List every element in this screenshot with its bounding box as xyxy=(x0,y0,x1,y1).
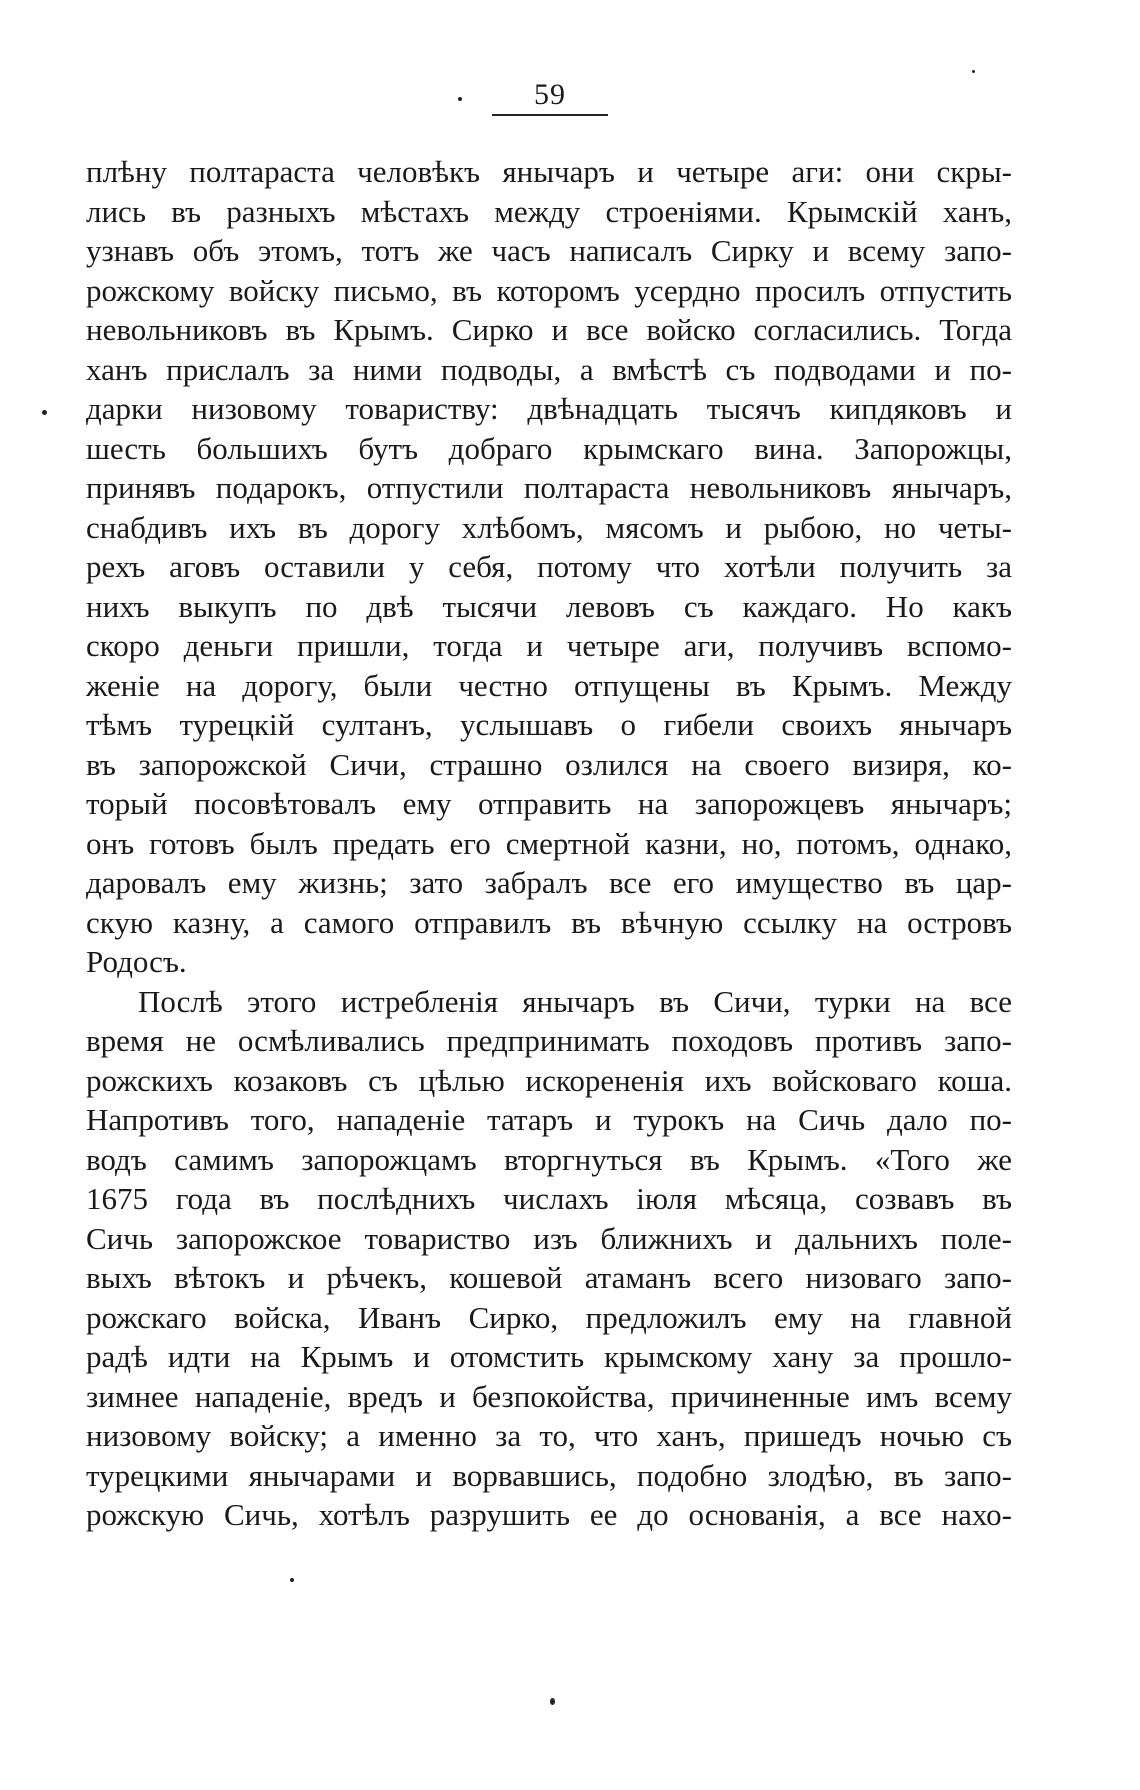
page-number-rule xyxy=(492,114,608,116)
text-line: время не осмѣливались предпринимать походовъ противъ запо- xyxy=(86,1023,1012,1058)
text-line: скоро деньги пришли, тогда и четыре аги, получивъ вспомо- xyxy=(86,628,1012,663)
text-line: 1675 года въ послѣднихъ числахъ іюля мѣсяца, созвавъ въ xyxy=(86,1181,1012,1216)
text-line: скую казну, а самого отправилъ въ вѣчную ссылку на островъ xyxy=(86,904,1012,940)
text-line: Сичь запорожское товариство изъ ближнихъ и дальнихъ поле- xyxy=(86,1220,1012,1256)
text-line: даровалъ ему жизнь; зато забралъ все его имущество въ цар- xyxy=(86,865,1012,900)
scan-speck xyxy=(290,1578,294,1582)
text-line: водъ самимъ запорожцамъ вторгнуться въ Крымъ. «Того же xyxy=(86,1141,1012,1177)
text-line: рехъ аговъ оставили у себя, потому что хотѣли получить за xyxy=(86,549,1012,584)
scan-speck xyxy=(42,410,47,415)
text-line: радѣ идти на Крымъ и отомстить крымскому хану за прошло- xyxy=(86,1339,1012,1374)
text-line: турецкими янычарами и ворвавшись, подобно злодѣю, въ запо- xyxy=(86,1457,1012,1493)
text-line: невольниковъ въ Крымъ. Сирко и все войско согласились. Тогда xyxy=(86,312,1012,347)
text-line: рожскую Сичь, хотѣлъ разрушить ее до основанія, а все нахо- xyxy=(86,1497,1012,1532)
text-line: низовому войску; а именно за то, что ханъ, пришедъ ночью съ xyxy=(86,1418,1012,1453)
scan-speck xyxy=(550,1698,555,1705)
text-line: ханъ прислалъ за ними подводы, а вмѣстѣ съ подводами и по- xyxy=(86,351,1012,387)
text-line: лись въ разныхъ мѣстахъ между строеніями. Крымскій ханъ, xyxy=(86,193,1012,229)
text-line: женіе на дорогу, были честно отпущены въ Крымъ. Между xyxy=(86,667,1012,703)
text-line: онъ готовъ былъ предать его смертной казни, но, потомъ, однако, xyxy=(86,825,1012,861)
text-line: тѣмъ турецкій султанъ, услышавъ о гибели своихъ янычаръ xyxy=(86,707,1012,742)
scan-speck xyxy=(458,97,462,101)
page-number: 59 xyxy=(534,78,566,111)
scan-speck xyxy=(972,70,975,73)
text-line: рожскаго войска, Иванъ Сирко, предложилъ ему на главной xyxy=(86,1299,1012,1335)
text-body xyxy=(86,152,1012,1535)
text-line: рожскому войску письмо, въ которомъ усердно просилъ отпустить xyxy=(86,272,1012,308)
text-line: нихъ выкупъ по двѣ тысячи левовъ съ каждаго. Но какъ xyxy=(86,588,1012,624)
paragraph xyxy=(86,152,1012,982)
paragraph xyxy=(86,982,1012,1535)
text-line: рожскихъ козаковъ съ цѣлью искорененія ихъ войсковаго коша. xyxy=(86,1062,1012,1098)
text-line: зимнее нападеніе, вредъ и безпокойства, причиненные имъ всему xyxy=(86,1378,1012,1414)
text-line: принявъ подарокъ, отпустили полтараста невольниковъ янычаръ, xyxy=(86,470,1012,505)
text-line: Послѣ этого истребленія янычаръ въ Сичи, турки на все xyxy=(138,983,1012,1019)
text-line: узнавъ объ этомъ, тотъ же часъ написалъ Сирку и всему запо- xyxy=(86,233,1012,268)
text-line: Родосъ. xyxy=(86,944,187,979)
text-line: снабдивъ ихъ въ дорогу хлѣбомъ, мясомъ и рыбою, но четы- xyxy=(86,509,1012,545)
text-line: въ запорожской Сичи, страшно озлился на своего визиря, ко- xyxy=(86,746,1012,782)
text-line: торый посовѣтовалъ ему отправить на запорожцевъ янычаръ; xyxy=(86,786,1012,821)
text-line: плѣну полтараста человѣкъ янычаръ и четыре аги: они скры- xyxy=(86,154,1012,189)
text-line: дарки низовому товариству: двѣнадцать тысячъ кипдяковъ и xyxy=(86,391,1012,426)
text-line: шесть большихъ бутъ добраго крымскаго вина. Запорожцы, xyxy=(86,430,1012,466)
text-line: Напротивъ того, нападеніе татаръ и турокъ на Сичь дало по- xyxy=(86,1102,1012,1137)
text-line: выхъ вѣтокъ и рѣчекъ, кошевой атаманъ всего низоваго запо- xyxy=(86,1260,1012,1295)
